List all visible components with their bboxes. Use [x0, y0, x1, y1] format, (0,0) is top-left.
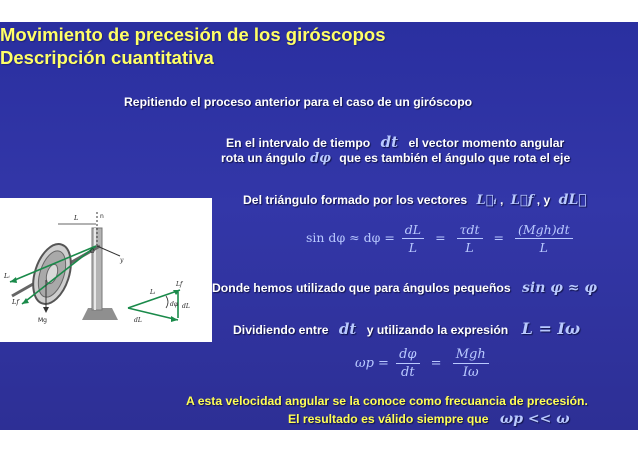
eq1-lhs: sin dφ ≈ dφ = [306, 230, 395, 245]
gyroscope-diagram [0, 198, 212, 342]
label-Mg: Mg [38, 317, 47, 324]
triangle-sep2: , y [536, 193, 551, 207]
conclusion-line2 [288, 411, 570, 427]
triangle-line [243, 192, 587, 208]
triangle-sep1: , [500, 193, 504, 207]
interval-line1 [226, 133, 564, 151]
vector-Li: L⃗ᵢ [476, 193, 497, 208]
conclusion-math: ωp << ω [499, 411, 570, 427]
interval-dphi-math: dφ [310, 151, 331, 166]
label-y: y [120, 257, 124, 264]
label-o: O [90, 248, 95, 255]
triangle-text: Del triángulo formado por los vectores [243, 193, 468, 207]
eq1-frac2: $\frac{\text{τdt}}{L}$ [457, 222, 483, 255]
label-Li: Lᵢ [4, 272, 10, 280]
label-tri-Lf: Lf [176, 281, 183, 288]
gyroscope-figure [0, 198, 212, 342]
eq2-lhs: ωp = [355, 356, 389, 371]
dividing-text-a: Dividiendo entre [233, 323, 329, 337]
eq2-frac2: $\frac{\text{Mgh}}{I\omega}$ [453, 347, 489, 380]
slide-title-line1: Movimiento de precesión de los giróscopos [0, 24, 386, 45]
interval-line2-a: rota un ángulo [221, 151, 306, 165]
slide-title-line2: Descripción cuantitativa [0, 47, 214, 68]
label-tri-dL: dL [182, 303, 190, 310]
conclusion-line1: A esta velocidad angular se la conoce como frecuancia de precesión. [186, 394, 588, 408]
interval-line1-b: el vector momento angular [408, 136, 565, 150]
dividing-text-b: y utilizando la expresión [366, 323, 509, 337]
label-n: n [100, 213, 104, 220]
label-tri-dphi: dφ [170, 301, 179, 308]
conclusion-line2-text: El resultado es válido siempre que [288, 412, 489, 426]
eq1-frac3: $\frac{\text{(Mgh)dt}}{L}$ [515, 222, 573, 255]
interval-line2-b: que es también el ángulo que rota el eje [339, 151, 571, 165]
small-angle-text: Donde hemos utilizado que para ángulos pequeños [212, 281, 511, 295]
label-tri-Li: Lᵢ [150, 289, 156, 296]
label-Lf: Lf [12, 298, 19, 306]
slide [0, 22, 638, 430]
interval-line2 [221, 151, 570, 166]
small-angle-math: sin φ ≈ φ [522, 280, 598, 296]
vector-Lf: L⃗f [510, 193, 534, 208]
interval-dt-math: dt [380, 133, 399, 151]
equation-omega-p: ωp = $\frac{d\varphi}{dt}$ = $\frac{\text{Mgh}}{I\omega}$ [355, 347, 492, 380]
dividing-line [233, 319, 580, 338]
eq1-frac1: $\frac{dL}{L}$ [402, 222, 424, 255]
vector-dL: dL⃗ [558, 192, 587, 208]
small-angle-line [212, 280, 597, 296]
equation-sin-dphi: sin dφ ≈ dφ = $\frac{dL}{L}$ = $\frac{\text{τdt}}{L}$ = $\frac{\text{(Mgh)dt}}{L}$ [306, 222, 576, 255]
dividing-dt: dt [338, 320, 357, 338]
interval-line1-a: En el intervalo de tiempo [226, 136, 371, 150]
label-top-L: L [74, 214, 79, 222]
dividing-L-Iw: L = Iω [521, 319, 581, 338]
label-dL: dL [134, 317, 142, 324]
intro-text: Repitiendo el proceso anterior para el caso de un giróscopo [124, 95, 473, 109]
eq2-frac1: $\frac{d\varphi}{dt}$ [396, 347, 419, 380]
